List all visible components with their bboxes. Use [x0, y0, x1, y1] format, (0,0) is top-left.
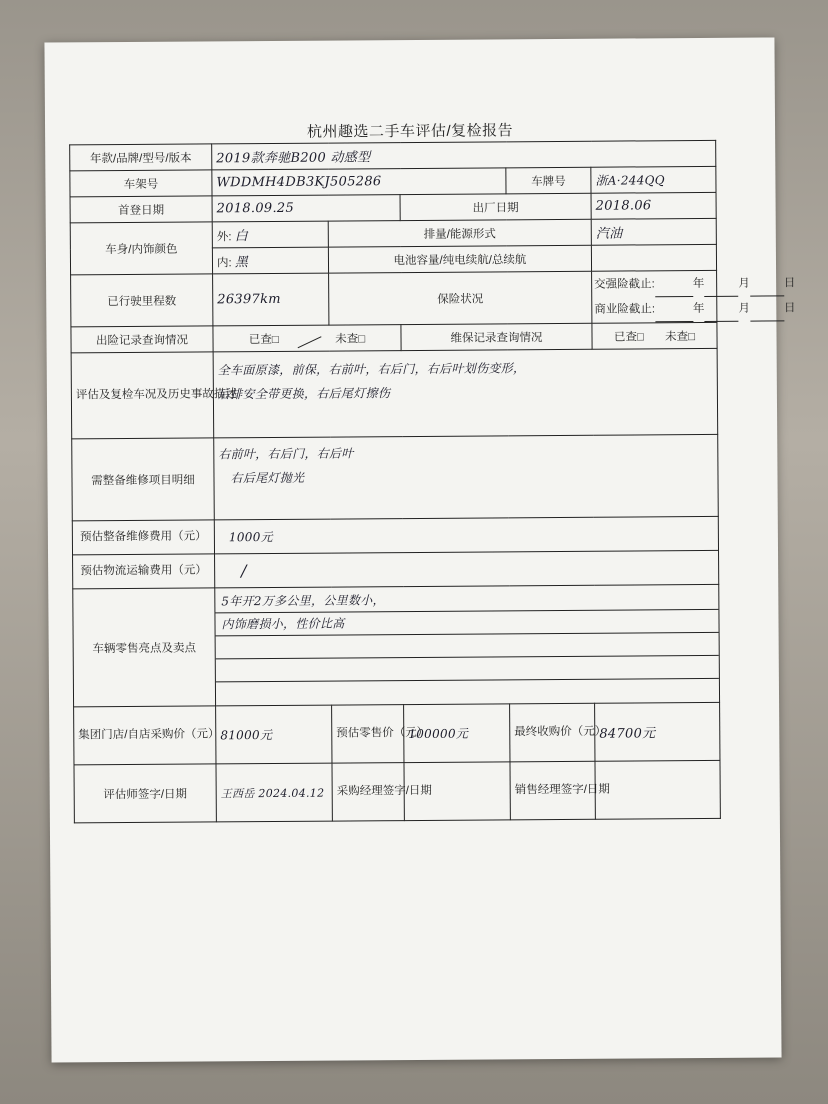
color-label: 车身/内饰颜色 — [70, 222, 212, 275]
battery-label: 电池容量/纯电续航/总续航 — [328, 245, 591, 273]
purchase-price-label: 集团门店/自店采购价（元） — [74, 706, 216, 765]
purchase-manager-label: 采购经理签字/日期 — [332, 763, 404, 822]
commercial-expiry: 商业险截止: 年 月 日 — [594, 296, 712, 322]
purchase-price-value: 81000元 — [220, 727, 273, 743]
repair-items-label: 需整备维修项目明细 — [72, 438, 215, 521]
accident-check-label: 出险记录查询情况 — [71, 326, 213, 353]
accident-unchecked-option[interactable]: 未查□ — [335, 332, 366, 346]
compulsory-expiry: 交强险截止: 年 月 日 — [594, 271, 712, 297]
assessment-label: 评估及复检车况及历史事故描述 — [71, 352, 214, 439]
insurance-label: 保险状况 — [329, 271, 592, 325]
maintenance-check-label: 维保记录查询情况 — [401, 323, 592, 350]
interior-prefix: 内: — [216, 257, 232, 270]
vin-value: WDDMH4DB3KJ505286 — [216, 174, 382, 191]
maintenance-check-options — [592, 322, 717, 349]
highlight-line: 内饰磨损小，性价比高 — [215, 609, 718, 636]
accident-checked-option[interactable]: 已查□ — [248, 333, 279, 346]
vin-label: 车架号 — [70, 170, 212, 197]
maintenance-unchecked-option[interactable]: 未查□ — [665, 330, 696, 343]
highlight-line: 5年开2万多公里，公里数小， — [215, 586, 718, 613]
retail-price-value: 100000元 — [408, 726, 469, 742]
maintenance-checked-option[interactable]: 已查□ — [613, 330, 644, 344]
logistics-cost-label: 预估物流运输费用（元） — [73, 554, 215, 589]
energy-value: 汽油 — [595, 226, 623, 242]
battery-value — [591, 244, 716, 271]
first-reg-value: 2018.09.25 — [216, 200, 295, 217]
model-value: 2019款奔驰B200 动感型 — [216, 150, 371, 167]
appraiser-label: 评估师签字/日期 — [74, 764, 216, 823]
exterior-prefix: 外: — [216, 231, 232, 244]
displacement-label: 排量/能源形式 — [328, 219, 591, 247]
final-price-value: 84700元 — [599, 726, 656, 742]
mileage-value: 26397km — [217, 291, 281, 308]
report-paper — [44, 37, 796, 1062]
interior-value: 黑 — [234, 255, 249, 271]
repair-item-line: 右前叶，右后门，右后叶 — [218, 446, 354, 462]
repair-cost-label: 预估整备维修费用（元） — [72, 520, 214, 555]
highlights-label: 车辆零售亮点及卖点 — [73, 588, 216, 707]
highlight-blank-line — [216, 678, 719, 704]
sales-manager-label: 销售经理签字/日期 — [510, 761, 595, 820]
report-title: 杭州趣选二手车评估/复检报告 — [306, 122, 514, 141]
plate-label: 车牌号 — [506, 167, 591, 194]
sales-manager-signature — [595, 760, 720, 819]
checkmark-stroke — [297, 336, 321, 348]
plate-value: 浙A·244QQ — [595, 173, 665, 188]
manufacture-label: 出厂日期 — [400, 193, 591, 220]
first-reg-label: 首登日期 — [70, 196, 212, 223]
exterior-value: 白 — [234, 229, 249, 245]
retail-price-label: 预估零售价（元） — [332, 705, 404, 764]
assessment-line: 后排安全带更换，右后尾灯擦伤 — [217, 386, 391, 402]
accident-check-options — [213, 325, 401, 352]
logistics-cost-value: / — [241, 561, 247, 581]
repair-cost-value: 1000元 — [228, 529, 274, 545]
assessment-line: 全车面原漆，前保，右前叶，右后门，右后叶划伤变形， — [217, 361, 526, 378]
appraiser-signature: 王西岳 2024.04.12 — [220, 786, 325, 800]
mileage-label: 已行驶里程数 — [71, 274, 213, 327]
manufacture-value: 2018.06 — [595, 198, 652, 214]
repair-item-line: 右后尾灯抛光 — [230, 470, 305, 486]
model-label: 年款/品牌/型号/版本 — [70, 144, 212, 171]
final-price-label: 最终收购价（元） — [510, 703, 595, 762]
assessment-form — [69, 140, 796, 824]
